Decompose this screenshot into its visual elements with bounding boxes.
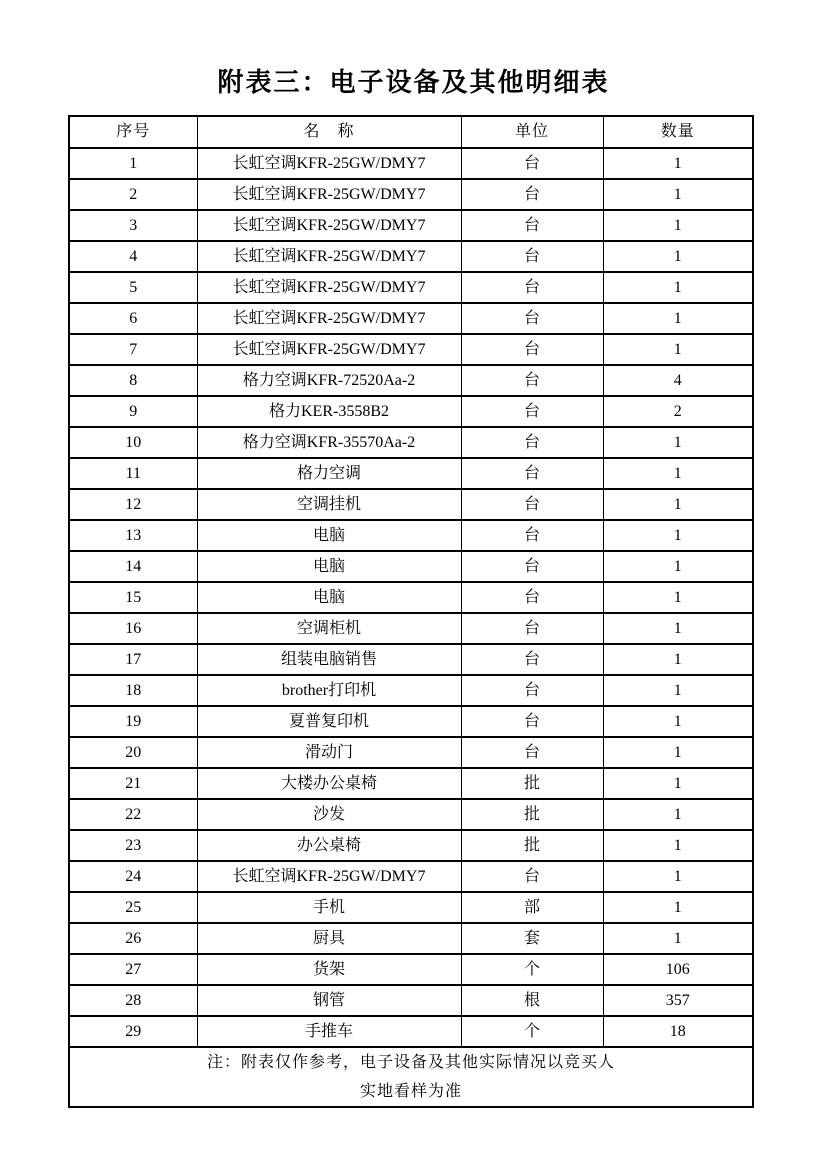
cell-unit: 台	[461, 706, 603, 737]
table-row	[69, 613, 753, 644]
cell-no: 23	[69, 830, 197, 861]
cell-qty: 1	[603, 892, 753, 923]
column-header-qty: 数量	[603, 116, 753, 148]
cell-no: 6	[69, 303, 197, 334]
cell-no: 3	[69, 210, 197, 241]
table-body	[69, 148, 753, 1047]
cell-no: 15	[69, 582, 197, 613]
cell-qty: 1	[603, 768, 753, 799]
table-row	[69, 427, 753, 458]
cell-no: 2	[69, 179, 197, 210]
cell-unit: 个	[461, 1016, 603, 1047]
cell-name: 电脑	[197, 520, 461, 551]
cell-name: 大楼办公桌椅	[197, 768, 461, 799]
cell-name: brother打印机	[197, 675, 461, 706]
table-row	[69, 799, 753, 830]
cell-name: 长虹空调KFR-25GW/DMY7	[197, 148, 461, 179]
table-row	[69, 489, 753, 520]
cell-unit: 台	[461, 427, 603, 458]
cell-qty: 1	[603, 520, 753, 551]
cell-no: 27	[69, 954, 197, 985]
cell-name: 长虹空调KFR-25GW/DMY7	[197, 179, 461, 210]
table-row	[69, 272, 753, 303]
cell-no: 17	[69, 644, 197, 675]
page-title: 附表三：电子设备及其他明细表	[217, 68, 610, 97]
table-row	[69, 334, 753, 365]
cell-name: 空调柜机	[197, 613, 461, 644]
cell-no: 24	[69, 861, 197, 892]
cell-name: 格力空调KFR-35570Aa-2	[197, 427, 461, 458]
details-table	[68, 115, 754, 1108]
table-row	[69, 520, 753, 551]
cell-name: 长虹空调KFR-25GW/DMY7	[197, 272, 461, 303]
cell-unit: 台	[461, 737, 603, 768]
table-row	[69, 303, 753, 334]
cell-qty: 1	[603, 551, 753, 582]
header-row	[69, 116, 753, 148]
table-row	[69, 892, 753, 923]
cell-name: 组装电脑销售	[197, 644, 461, 675]
column-header-no: 序号	[69, 116, 197, 148]
cell-name: 钢管	[197, 985, 461, 1016]
cell-qty: 1	[603, 613, 753, 644]
cell-unit: 个	[461, 954, 603, 985]
table-row	[69, 644, 753, 675]
table-row	[69, 458, 753, 489]
cell-unit: 台	[461, 582, 603, 613]
cell-qty: 1	[603, 644, 753, 675]
cell-unit: 台	[461, 520, 603, 551]
cell-unit: 台	[461, 365, 603, 396]
cell-name: 电脑	[197, 551, 461, 582]
cell-unit: 台	[461, 644, 603, 675]
cell-qty: 1	[603, 861, 753, 892]
cell-no: 5	[69, 272, 197, 303]
cell-name: 格力KER-3558B2	[197, 396, 461, 427]
table-header	[69, 116, 753, 148]
cell-no: 19	[69, 706, 197, 737]
cell-no: 25	[69, 892, 197, 923]
cell-qty: 1	[603, 737, 753, 768]
footnote-line-1: 注：附表仅作参考，电子设备及其他实际情况以竞买人	[206, 1054, 615, 1071]
column-header-name: 名 称	[197, 116, 461, 148]
cell-unit: 台	[461, 861, 603, 892]
cell-no: 13	[69, 520, 197, 551]
cell-unit: 台	[461, 489, 603, 520]
cell-unit: 台	[461, 458, 603, 489]
cell-qty: 357	[603, 985, 753, 1016]
cell-unit: 台	[461, 148, 603, 179]
table-row	[69, 210, 753, 241]
table-row	[69, 985, 753, 1016]
cell-no: 7	[69, 334, 197, 365]
cell-unit: 根	[461, 985, 603, 1016]
table-row	[69, 396, 753, 427]
cell-unit: 台	[461, 551, 603, 582]
cell-name: 手机	[197, 892, 461, 923]
cell-name: 滑动门	[197, 737, 461, 768]
cell-name: 长虹空调KFR-25GW/DMY7	[197, 303, 461, 334]
cell-qty: 1	[603, 303, 753, 334]
cell-unit: 批	[461, 768, 603, 799]
cell-qty: 18	[603, 1016, 753, 1047]
table-row	[69, 582, 753, 613]
cell-name: 厨具	[197, 923, 461, 954]
cell-unit: 部	[461, 892, 603, 923]
cell-no: 9	[69, 396, 197, 427]
cell-no: 12	[69, 489, 197, 520]
footnote-line-2: 实地看样为准	[359, 1083, 462, 1100]
cell-qty: 1	[603, 706, 753, 737]
cell-no: 22	[69, 799, 197, 830]
cell-name: 办公桌椅	[197, 830, 461, 861]
cell-name: 长虹空调KFR-25GW/DMY7	[197, 210, 461, 241]
cell-unit: 台	[461, 303, 603, 334]
cell-qty: 1	[603, 148, 753, 179]
table-row	[69, 830, 753, 861]
table-row	[69, 737, 753, 768]
column-header-unit: 单位	[461, 116, 603, 148]
cell-qty: 1	[603, 179, 753, 210]
cell-name: 沙发	[197, 799, 461, 830]
cell-unit: 套	[461, 923, 603, 954]
cell-no: 10	[69, 427, 197, 458]
cell-qty: 1	[603, 334, 753, 365]
cell-qty: 1	[603, 458, 753, 489]
cell-unit: 批	[461, 799, 603, 830]
table-row	[69, 551, 753, 582]
cell-no: 18	[69, 675, 197, 706]
cell-no: 16	[69, 613, 197, 644]
table-row	[69, 861, 753, 892]
cell-qty: 1	[603, 272, 753, 303]
cell-name: 长虹空调KFR-25GW/DMY7	[197, 861, 461, 892]
cell-name: 电脑	[197, 582, 461, 613]
cell-unit: 台	[461, 241, 603, 272]
cell-unit: 台	[461, 179, 603, 210]
table-row	[69, 923, 753, 954]
cell-unit: 台	[461, 396, 603, 427]
cell-no: 28	[69, 985, 197, 1016]
cell-qty: 1	[603, 830, 753, 861]
cell-no: 11	[69, 458, 197, 489]
cell-name: 格力空调KFR-72520Aa-2	[197, 365, 461, 396]
cell-no: 26	[69, 923, 197, 954]
cell-qty: 1	[603, 582, 753, 613]
cell-unit: 批	[461, 830, 603, 861]
cell-qty: 1	[603, 675, 753, 706]
footnote	[69, 1047, 753, 1107]
cell-no: 20	[69, 737, 197, 768]
table-row	[69, 768, 753, 799]
cell-no: 4	[69, 241, 197, 272]
table-row	[69, 179, 753, 210]
table-row	[69, 365, 753, 396]
cell-no: 21	[69, 768, 197, 799]
cell-name: 货架	[197, 954, 461, 985]
table-row	[69, 1016, 753, 1047]
cell-unit: 台	[461, 272, 603, 303]
table-row	[69, 241, 753, 272]
cell-unit: 台	[461, 210, 603, 241]
cell-qty: 1	[603, 799, 753, 830]
cell-name: 格力空调	[197, 458, 461, 489]
cell-name: 长虹空调KFR-25GW/DMY7	[197, 241, 461, 272]
cell-no: 14	[69, 551, 197, 582]
cell-unit: 台	[461, 334, 603, 365]
cell-qty: 4	[603, 365, 753, 396]
note-row	[69, 1047, 753, 1107]
cell-qty: 1	[603, 241, 753, 272]
cell-no: 8	[69, 365, 197, 396]
cell-name: 空调挂机	[197, 489, 461, 520]
cell-no: 29	[69, 1016, 197, 1047]
cell-qty: 1	[603, 210, 753, 241]
cell-name: 长虹空调KFR-25GW/DMY7	[197, 334, 461, 365]
cell-name: 手推车	[197, 1016, 461, 1047]
cell-name: 夏普复印机	[197, 706, 461, 737]
table-row	[69, 706, 753, 737]
table-row	[69, 675, 753, 706]
table-row	[69, 148, 753, 179]
cell-qty: 2	[603, 396, 753, 427]
cell-qty: 1	[603, 489, 753, 520]
cell-qty: 1	[603, 427, 753, 458]
cell-qty: 106	[603, 954, 753, 985]
cell-unit: 台	[461, 675, 603, 706]
cell-qty: 1	[603, 923, 753, 954]
table-row	[69, 954, 753, 985]
cell-no: 1	[69, 148, 197, 179]
cell-unit: 台	[461, 613, 603, 644]
table-footer	[69, 1047, 753, 1107]
